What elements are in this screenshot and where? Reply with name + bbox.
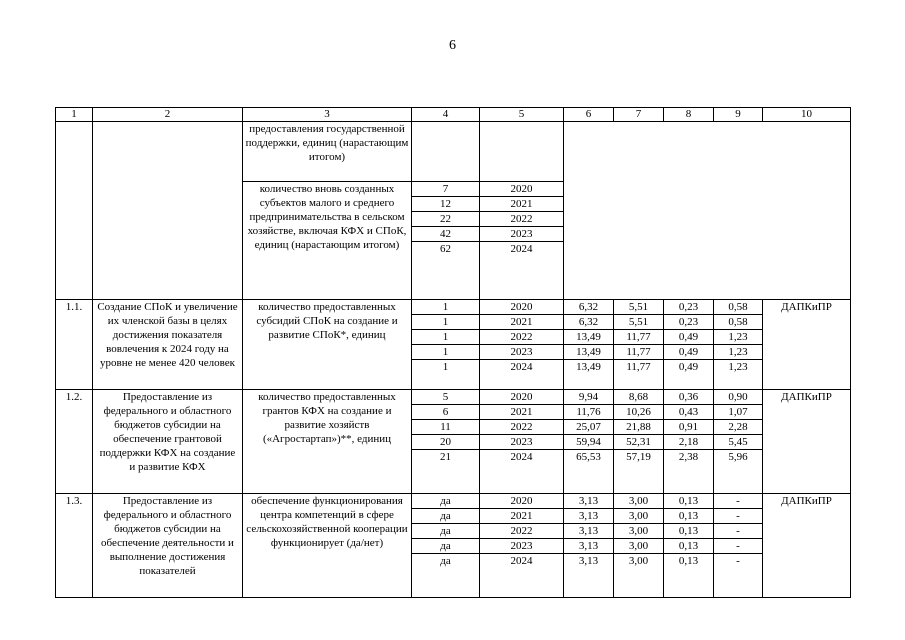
col-header: 6	[564, 108, 614, 122]
value-cell: 5 6 11 20 21	[412, 390, 480, 494]
col-header: 7	[614, 108, 664, 122]
page-number: 6	[449, 38, 456, 53]
year-cell: 2020 2021 2022 2023 2024	[480, 300, 564, 390]
amount-cell: 8,68 10,26 21,88 52,31 57,19	[614, 390, 664, 494]
indicator-cell: количество вновь созданных субъектов малого и среднего предпринимательства в сельском хозяйстве, включая КФХ и СПоК, единиц (нарастающим итогом)	[243, 182, 412, 300]
amount-cell: 9,94 11,76 25,07 59,94 65,53	[564, 390, 614, 494]
col-header: 10	[763, 108, 851, 122]
column-numbers-row	[56, 108, 851, 122]
indicator-cell: количество предоставленных грантов КФХ на создание и развитие хозяйств («Агростартап»)**, единиц	[243, 390, 412, 494]
amount-cell: 0,13 0,13 0,13 0,13 0,13	[664, 494, 714, 598]
activity-name: Предоставление из федерального и областного бюджетов субсидии на обеспечение грантовой поддержки КФХ на создание и развитие КФХ	[93, 390, 243, 494]
indicator-cell: предоставления государственной поддержки, единиц (нарастающим итогом)	[243, 122, 412, 182]
row-number: 1.3.	[56, 494, 93, 598]
empty-cell	[480, 122, 564, 182]
indicator-cell: количество предоставленных субсидий СПоК на создание и развитие СПоК*, единиц	[243, 300, 412, 390]
empty-cell	[93, 122, 243, 300]
value-cell: 1 1 1 1 1	[412, 300, 480, 390]
year-cell: 2020 2021 2022 2023 2024	[480, 182, 564, 300]
executor-cell: ДАПКиПР	[763, 494, 851, 598]
amount-cell: 3,13 3,13 3,13 3,13 3,13	[564, 494, 614, 598]
col-header: 4	[412, 108, 480, 122]
amount-cell: 0,58 0,58 1,23 1,23 1,23	[714, 300, 763, 390]
amount-cell: 3,00 3,00 3,00 3,00 3,00	[614, 494, 664, 598]
indicator-cell: обеспечение функционирования центра компетенций в сфере сельскохозяйственной кооперации функционирует (да/нет)	[243, 494, 412, 598]
col-header: 2	[93, 108, 243, 122]
table-row	[56, 122, 851, 182]
col-header: 3	[243, 108, 412, 122]
activity-name: Предоставление из федерального и областного бюджетов субсидии на обеспечение деятельности и выполнение достижения показателей	[93, 494, 243, 598]
empty-cell	[412, 122, 480, 182]
col-header: 1	[56, 108, 93, 122]
value-cell: 7 12 22 42 62	[412, 182, 480, 300]
empty-cell	[56, 122, 93, 300]
executor-cell: ДАПКиПР	[763, 300, 851, 390]
amount-cell: 6,32 6,32 13,49 13,49 13,49	[564, 300, 614, 390]
col-header: 9	[714, 108, 763, 122]
amount-cell: 0,36 0,43 0,91 2,18 2,38	[664, 390, 714, 494]
value-cell: да да да да да	[412, 494, 480, 598]
amount-cell: 5,51 5,51 11,77 11,77 11,77	[614, 300, 664, 390]
row-number: 1.2.	[56, 390, 93, 494]
executor-cell: ДАПКиПР	[763, 390, 851, 494]
amount-cell: 0,23 0,23 0,49 0,49 0,49	[664, 300, 714, 390]
empty-cell	[564, 122, 851, 300]
year-cell: 2020 2021 2022 2023 2024	[480, 390, 564, 494]
program-table	[55, 107, 851, 598]
table-row	[56, 494, 851, 598]
row-number: 1.1.	[56, 300, 93, 390]
col-header: 5	[480, 108, 564, 122]
col-header: 8	[664, 108, 714, 122]
activity-name: Создание СПоК и увеличение их членской базы в целях достижения показателя вовлечения к 2024 году на уровне не менее 420 человек	[93, 300, 243, 390]
table-row	[56, 300, 851, 390]
amount-cell: - - - - -	[714, 494, 763, 598]
table-row	[56, 390, 851, 494]
amount-cell: 0,90 1,07 2,28 5,45 5,96	[714, 390, 763, 494]
year-cell: 2020 2021 2022 2023 2024	[480, 494, 564, 598]
